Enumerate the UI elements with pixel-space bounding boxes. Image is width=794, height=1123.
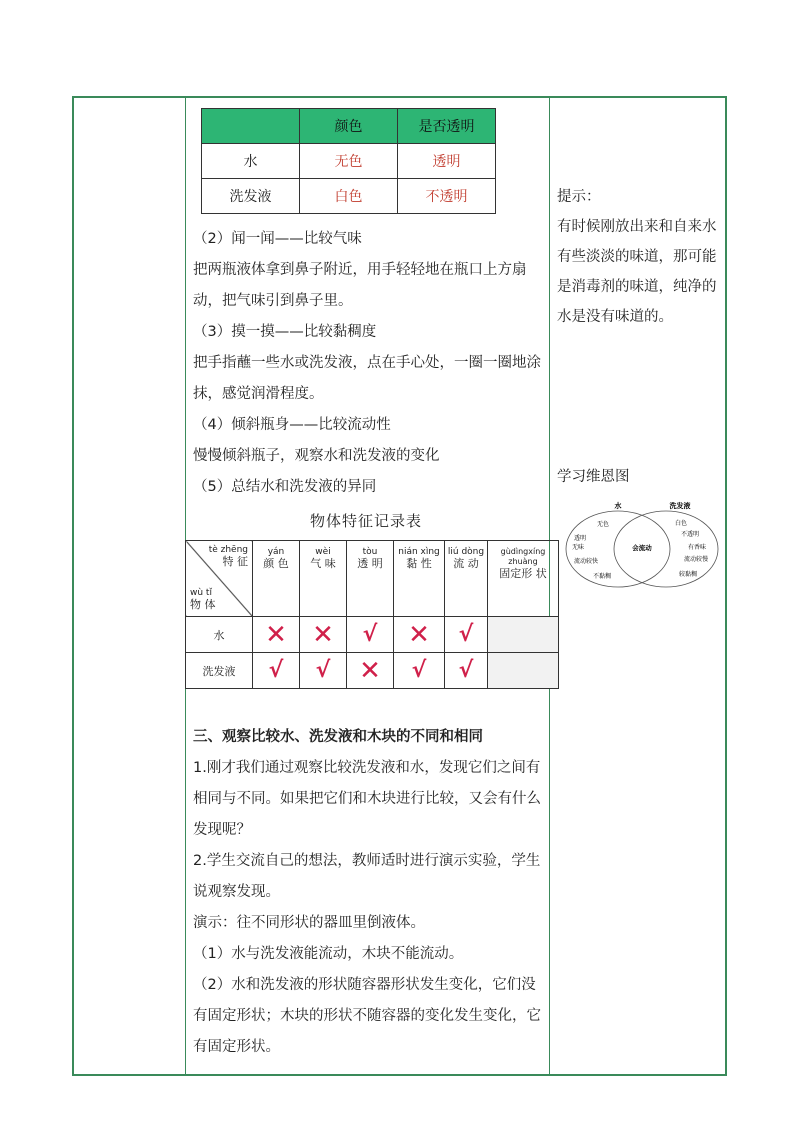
tip-block (557, 182, 727, 332)
step-title: （5）总结水和洗发液的异同 (193, 479, 377, 495)
section-three (193, 722, 545, 1063)
venn-left-item: 流动较快 (573, 558, 599, 565)
mark-cell: ✕ (394, 617, 445, 653)
table-header-row (202, 109, 496, 144)
paragraph: 演示：往不同形状的器皿里倒液体。 (193, 915, 425, 931)
record-row (186, 653, 559, 689)
row-name: 水 (202, 144, 300, 179)
mark-cell: ✕ (347, 653, 394, 689)
corner-top-pinyin: tè zhēng (208, 545, 248, 555)
table-row (202, 179, 496, 214)
mark-cell: ✕ (300, 617, 347, 653)
step-body: 把两瓶液体拿到鼻子附近，用手轻轻地在瓶口上方扇动，把气味引到鼻子里。 (193, 262, 527, 309)
step-title: （2）闻一闻——比较气味 (193, 231, 362, 247)
corner-bottom-pinyin: wù tǐ (190, 588, 212, 598)
paragraph: （2）水和洗发液的形状随容器形状发生变化，它们没有固定形状；木块的形状不随容器的变化发生变化，它有固定形状。 (193, 977, 541, 1055)
mindmap-label: 学习维恩图 (557, 469, 630, 485)
venn-center: 会流动 (632, 544, 652, 552)
transparency-value: 不透明 (398, 179, 496, 214)
mark-cell: ✕ (253, 617, 300, 653)
color-transparency-table (201, 108, 496, 214)
paragraph: （1）水与洗发液能流动，木块不能流动。 (193, 946, 464, 962)
color-value: 白色 (300, 179, 398, 214)
mark-cell: √ (300, 653, 347, 689)
steps-block (193, 224, 545, 503)
tip-label: 提示： (557, 189, 601, 205)
venn-right-item: 较黏稠 (678, 571, 698, 578)
mark-cell: √ (253, 653, 300, 689)
corner-bottom-label: 物 体 (190, 598, 216, 611)
object-name: 洗发液 (186, 653, 253, 689)
venn-left-item: 透明 (573, 535, 587, 542)
step-body: 把手指蘸一些水或洗发液，点在手心处，一圈一圈地涂抹，感觉润滑程度。 (193, 355, 541, 402)
object-name: 水 (186, 617, 253, 653)
column-pinyin: gùdìngxíng zhuàng (500, 547, 546, 566)
column-header (488, 541, 559, 617)
record-row (186, 617, 559, 653)
paragraph: 2.学生交流自己的想法，教师适时进行演示实验，学生说观察发现。 (193, 853, 541, 900)
step-body: 慢慢倾斜瓶子，观察水和洗发液的变化 (193, 448, 440, 464)
tip-text: 有时候刚放出来和自来水有些淡淡的味道，那可能是消毒剂的味道，纯净的水是没有味道的。 (557, 219, 717, 325)
mark-cell: √ (445, 653, 488, 689)
venn-left-item: 无味 (571, 544, 585, 551)
transparency-value: 透明 (398, 144, 496, 179)
mark-cell: √ (445, 617, 488, 653)
table-row (202, 144, 496, 179)
venn-right-item: 流动较慢 (683, 556, 709, 563)
venn-left-item: 无色 (596, 521, 610, 528)
venn-right-item: 不透明 (680, 531, 700, 538)
column-header (300, 541, 347, 617)
paragraph: 1.刚才我们通过观察比较洗发液和水，发现它们之间有相同与不同。如果把它们和木块进行比较，又会有什么发现呢？ (193, 760, 541, 838)
column-pinyin: wèi (315, 547, 331, 557)
column-pinyin: liú dòng (447, 547, 485, 557)
column-header (394, 541, 445, 617)
column-pinyin: tòu (362, 547, 378, 557)
column-header (253, 541, 300, 617)
venn-right-item: 白色 (674, 520, 688, 527)
venn-left-item: 不黏稠 (592, 573, 612, 580)
step-title: （4）倾斜瓶身——比较流动性 (193, 417, 391, 433)
section-heading: 三、观察比较水、洗发液和木块的不同和相同 (193, 729, 483, 745)
corner-cell (186, 541, 253, 617)
venn-right-item: 有香味 (687, 544, 707, 551)
mark-cell (488, 617, 559, 653)
venn-diagram (560, 498, 724, 592)
record-header-row (186, 541, 559, 617)
corner-top-label: 特 征 (222, 555, 248, 568)
column-label: 流 动 (453, 557, 479, 570)
mark-cell: √ (347, 617, 394, 653)
mark-cell (488, 653, 559, 689)
header-cell (202, 109, 300, 144)
column-label: 固定形 状 (499, 567, 547, 580)
step-title: （3）摸一摸——比较黏稠度 (193, 324, 377, 340)
column-label: 透 明 (357, 557, 383, 570)
column-label: 黏 性 (406, 557, 432, 570)
column-label: 颜 色 (263, 557, 289, 570)
column-pinyin: yán (267, 547, 285, 557)
mark-cell: √ (394, 653, 445, 689)
feature-record-table (185, 540, 559, 689)
column-label: 气 味 (310, 557, 336, 570)
column-header (347, 541, 394, 617)
header-cell: 是否透明 (398, 109, 496, 144)
color-value: 无色 (300, 144, 398, 179)
venn-left-title: 水 (614, 502, 622, 510)
venn-right-title: 洗发液 (669, 502, 691, 510)
column-pinyin: nián xìng (398, 547, 440, 557)
record-table-title: 物体特征记录表 (309, 512, 422, 530)
header-cell: 颜色 (300, 109, 398, 144)
column-header (445, 541, 488, 617)
row-name: 洗发液 (202, 179, 300, 214)
